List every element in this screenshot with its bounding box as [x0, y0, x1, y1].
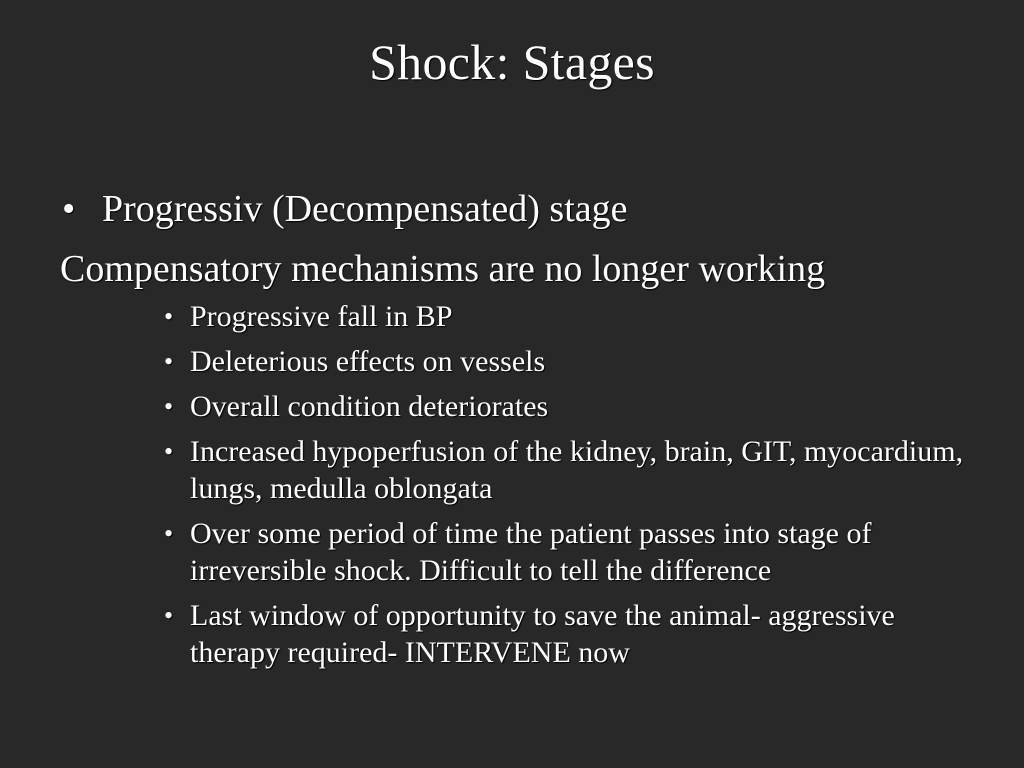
list-item-text: Increased hypoperfusion of the kidney, brain, GIT, myocardium, lungs, medulla oblongata: [190, 435, 964, 505]
list-item: [164, 597, 980, 671]
list-item: [164, 515, 980, 589]
bullet-dot-icon: •: [164, 347, 174, 376]
bullet-dot-icon: •: [164, 302, 174, 331]
list-item-text: Progressive fall in BP: [190, 300, 453, 333]
bullet-dot-icon: •: [164, 519, 174, 548]
list-item: [164, 343, 980, 380]
main-bullet-text: Progressiv (Decompensated) stage: [102, 188, 628, 230]
slide-title: Shock: Stages: [369, 34, 655, 90]
bullet-dot-icon: •: [164, 601, 174, 630]
body-paragraph: Compensatory mechanisms are no longer working: [60, 248, 826, 290]
list-item-text: Overall condition deteriorates: [190, 390, 549, 423]
bullet-dot-icon: •: [62, 188, 76, 230]
list-item: [164, 298, 980, 335]
list-item-text: Over some period of time the patient passes into stage of irreversible shock. Difficult to tell the difference: [190, 517, 872, 587]
list-item-text: Deleterious effects on vessels: [190, 345, 546, 378]
main-bullet-item: [60, 185, 980, 233]
list-item: [164, 433, 980, 507]
slide-content: [60, 185, 980, 679]
bullet-dot-icon: •: [164, 392, 174, 421]
list-item-text: Last window of opportunity to save the animal- aggressive therapy required- INTERVENE now: [190, 599, 895, 669]
sub-bullet-list: [60, 298, 980, 671]
list-item: [164, 388, 980, 425]
bullet-dot-icon: •: [164, 437, 174, 466]
